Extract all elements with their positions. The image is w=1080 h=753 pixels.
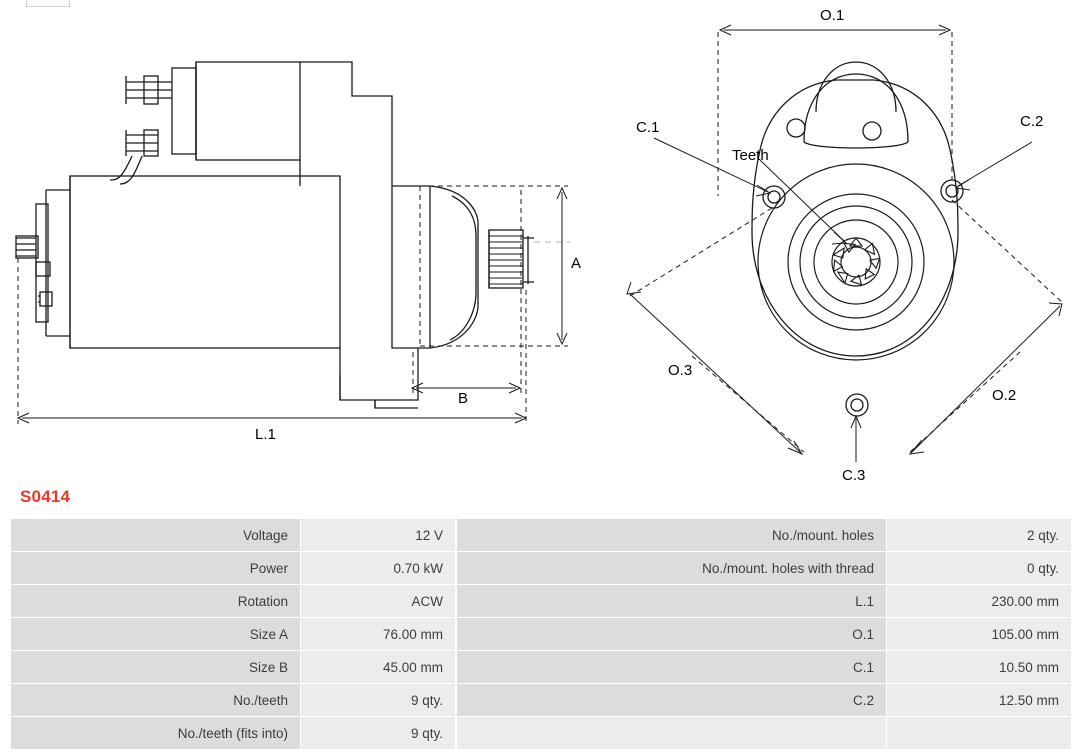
spec-label: Power: [11, 552, 301, 585]
table-row: [11, 684, 456, 717]
table-row: [457, 651, 1072, 684]
dimension-label-o3: O.3: [668, 362, 693, 379]
specs-table-right: [456, 518, 1072, 750]
spec-value: 230.00 mm: [887, 585, 1072, 618]
spec-value: 45.00 mm: [301, 651, 456, 684]
spec-value: 76.00 mm: [301, 618, 456, 651]
part-code: S0414: [20, 487, 71, 506]
spec-label: O.1: [457, 618, 887, 651]
spec-label: C.1: [457, 651, 887, 684]
spec-label: Size B: [11, 651, 301, 684]
table-row: [11, 585, 456, 618]
spec-value-empty: [887, 717, 1072, 750]
dimension-label-l1: L.1: [255, 426, 276, 443]
spec-label: Rotation: [11, 585, 301, 618]
dimension-label-o1: O.1: [820, 7, 845, 24]
specs-table-left: [10, 518, 456, 750]
spec-label-empty: [457, 717, 887, 750]
dimension-label-o2: O.2: [992, 387, 1017, 404]
table-row: [457, 618, 1072, 651]
dimension-label-b: B: [458, 390, 469, 407]
spec-label: Voltage: [11, 519, 301, 552]
table-row: [457, 684, 1072, 717]
spec-label: L.1: [457, 585, 887, 618]
spec-label: C.2: [457, 684, 887, 717]
table-row: [457, 717, 1072, 750]
table-row: [457, 519, 1072, 552]
table-row: [11, 651, 456, 684]
spec-value: 0 qty.: [887, 552, 1072, 585]
table-row: [11, 717, 456, 750]
spec-value: 9 qty.: [301, 684, 456, 717]
table-row: [457, 585, 1072, 618]
dimension-label-c3: C.3: [842, 467, 866, 480]
front-view-drawing: [600, 0, 1080, 480]
dimension-label-c2: C.2: [1020, 113, 1044, 130]
spec-label: No./mount. holes: [457, 519, 887, 552]
table-row: [457, 552, 1072, 585]
table-row: [11, 618, 456, 651]
table-row: [11, 519, 456, 552]
spec-label: Size A: [11, 618, 301, 651]
table-row: [11, 552, 456, 585]
spec-value: 0.70 kW: [301, 552, 456, 585]
spec-value: 105.00 mm: [887, 618, 1072, 651]
spec-value: 12.50 mm: [887, 684, 1072, 717]
spec-value: 2 qty.: [887, 519, 1072, 552]
spec-value: 12 V: [301, 519, 456, 552]
spec-label: No./teeth: [11, 684, 301, 717]
spec-label: No./mount. holes with thread: [457, 552, 887, 585]
dimension-label-teeth: Teeth: [732, 147, 769, 164]
side-view-drawing: [0, 0, 600, 480]
spec-value: ACW: [301, 585, 456, 618]
spec-label: No./teeth (fits into): [11, 717, 301, 750]
specifications-area: [10, 518, 1070, 750]
dimension-label-c1: C.1: [636, 119, 660, 136]
spec-value: 9 qty.: [301, 717, 456, 750]
dimension-label-a: A: [571, 255, 582, 272]
spec-value: 10.50 mm: [887, 651, 1072, 684]
